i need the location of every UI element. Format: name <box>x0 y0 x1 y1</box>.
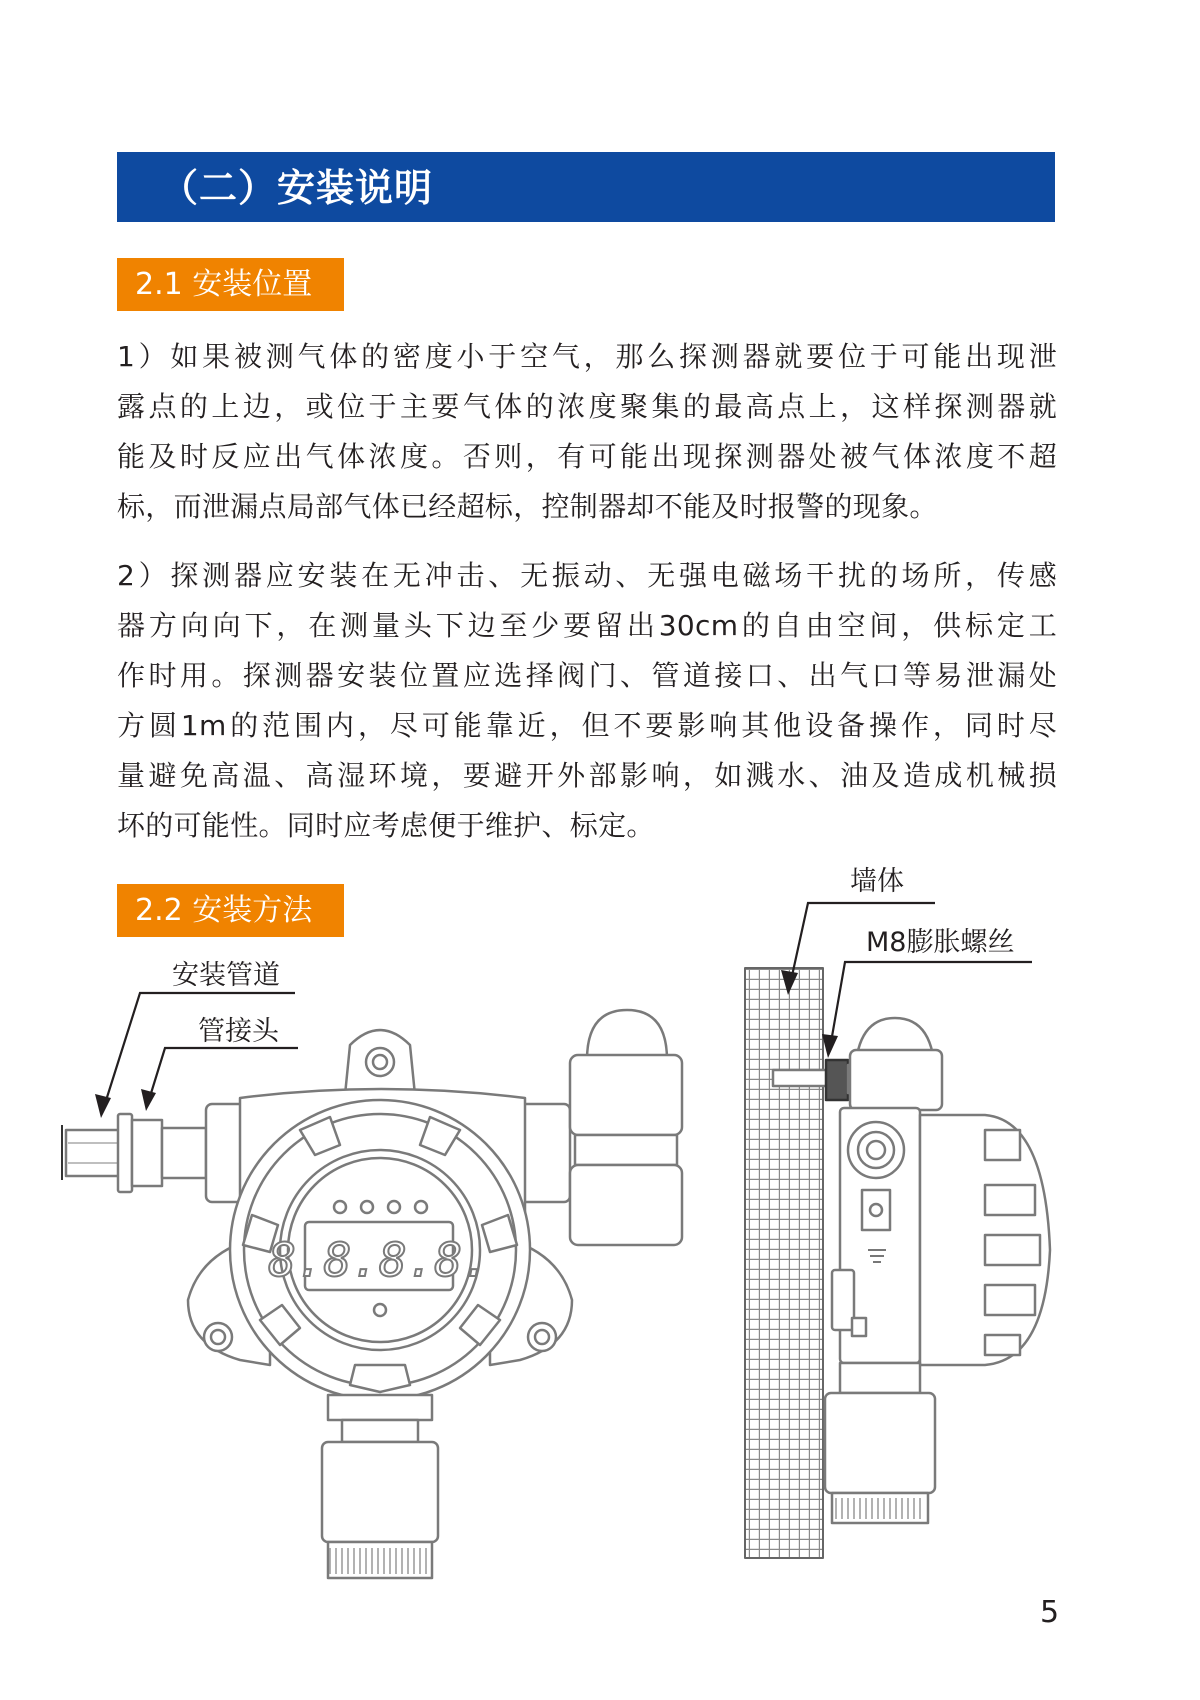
text-line: 器方向向下，在测量头下边至少要留出30cm的自由空间，供标定工 <box>117 609 1057 642</box>
text-line: 能及时反应出气体浓度。否则，有可能出现探测器处被气体浓度不超 <box>117 440 1057 473</box>
subsection-heading-location: 2.1 安装位置 <box>117 258 344 311</box>
subsection-heading-method: 2.2 安装方法 <box>117 884 344 937</box>
text-line: 标，而泄漏点局部气体已经超标，控制器却不能及时报警的现象。 <box>117 490 938 523</box>
text-line: 坏的可能性。同时应考虑便于维护、标定。 <box>117 809 655 842</box>
wall-section <box>745 968 823 1558</box>
page-number: 5 <box>1040 1595 1060 1630</box>
led-indicator <box>334 1201 346 1213</box>
led-indicator <box>388 1201 400 1213</box>
text-line: 作时用。探测器安装位置应选择阀门、管道接口、出气口等易泄漏处 <box>117 659 1057 692</box>
text-line: 露点的上边，或位于主要气体的浓度聚集的最高点上，这样探测器就 <box>117 390 1057 423</box>
detector-front-view <box>62 1010 682 1578</box>
pipe-drawing <box>62 1114 206 1192</box>
detector-side-view <box>745 968 1050 1558</box>
display-digits: 8.8.8.8. <box>268 1233 490 1287</box>
label-wall: 墙体 <box>850 866 904 897</box>
label-pipe: 安装管道 <box>172 960 280 991</box>
label-connector: 管接头 <box>198 1016 279 1047</box>
led-indicator <box>361 1201 373 1213</box>
label-bolt: M8膨胀螺丝 <box>866 927 1015 958</box>
text-line: 1）如果被测气体的密度小于空气，那么探测器就要位于可能出现泄 <box>117 340 1057 373</box>
text-line: 2）探测器应安装在无冲击、无振动、无强电磁场干扰的场所，传感 <box>117 559 1057 592</box>
text-line: 方圆1m的范围内，尽可能靠近，但不要影响其他设备操作，同时尽 <box>117 709 1057 742</box>
led-indicator <box>415 1201 427 1213</box>
section-title: （二）安装说明 <box>160 166 434 210</box>
sensor-head-side <box>570 1010 682 1245</box>
text-line: 量避免高温、高湿环境，要避开外部影响，如溅水、油及造成机械损 <box>117 759 1057 792</box>
